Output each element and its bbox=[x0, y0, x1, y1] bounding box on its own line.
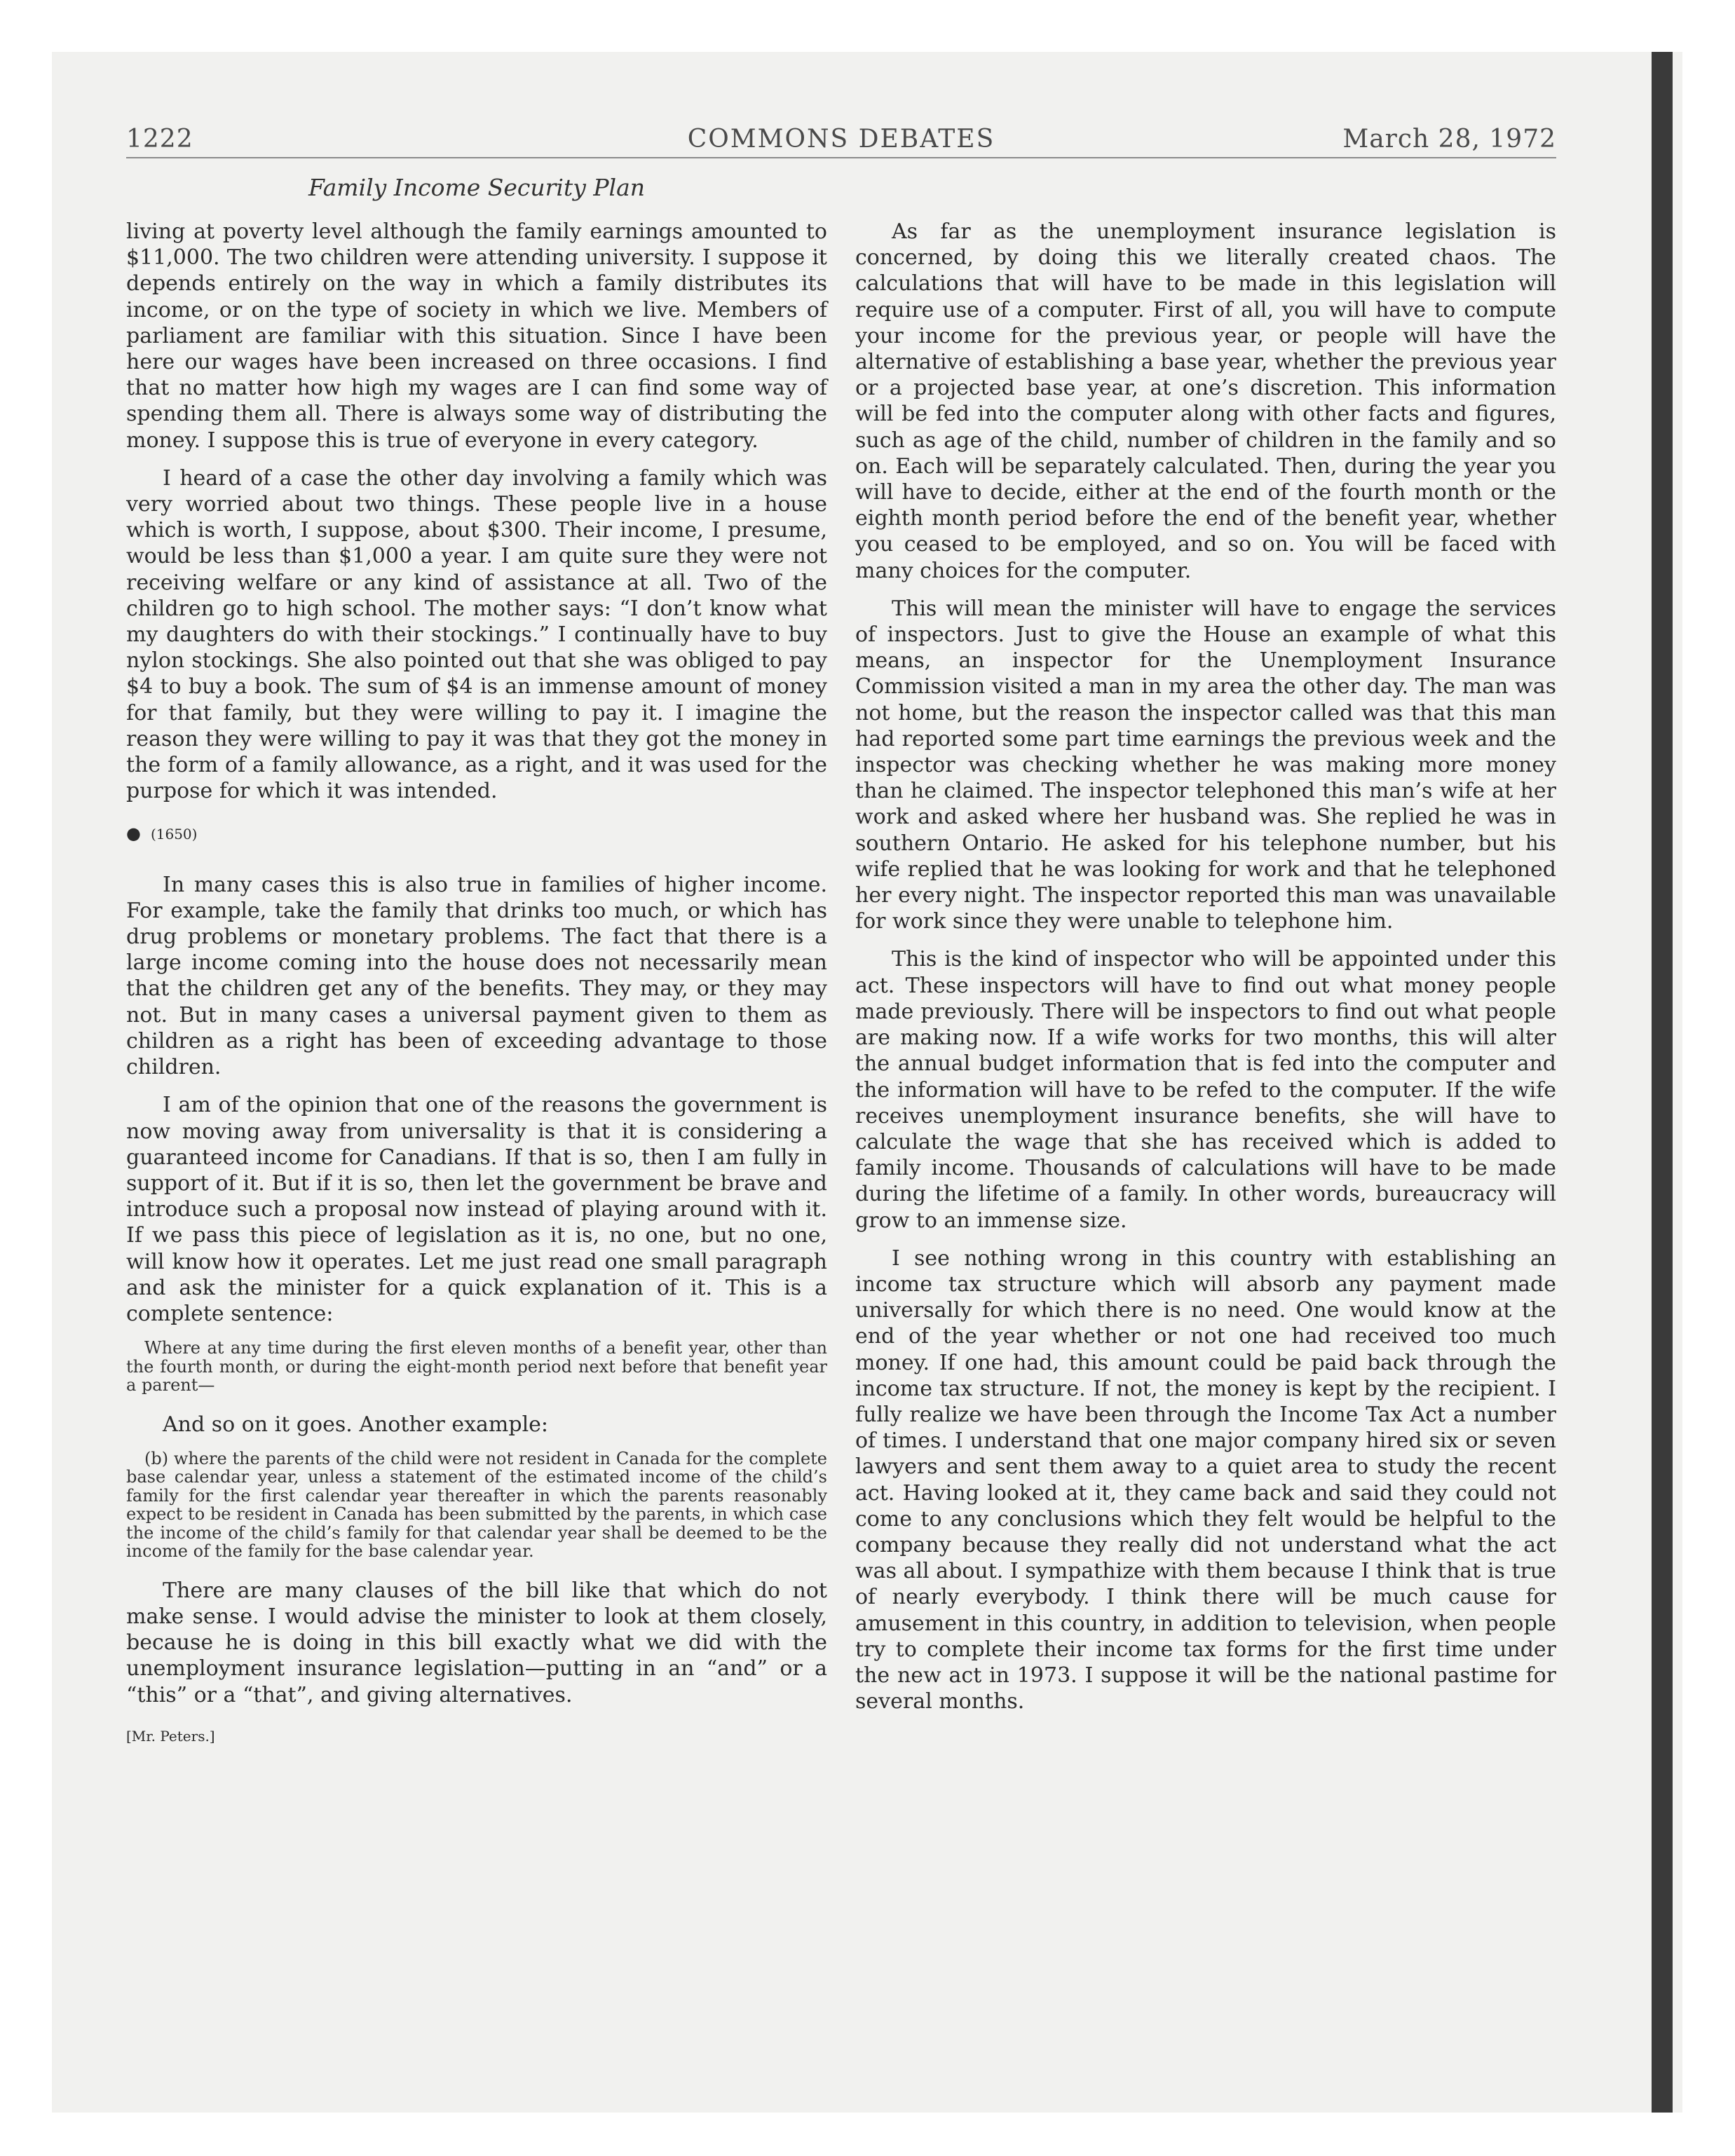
bullet-icon: ● bbox=[126, 824, 141, 844]
paragraph: This will mean the minister will have to engage the services of inspectors. Just to give the House an example of what this means, an inspector for the Unemployment Insurance Commission visited a man in my area the other day. The man was not home, but the reason the inspector called was that this man had reported some part time earnings the previous week and the inspector was checking whether he was making more money than he claimed. The inspector telephoned this man’s wife at her work and asked where her husband was. She replied he was in southern Ontario. He asked for his telephone number, but his wife replied that he was looking for work and that he telephoned her every night. The inspector reported this man was unavailable for work since they were unable to telephone him. bbox=[855, 596, 1556, 934]
right-column bbox=[855, 219, 1556, 1726]
speaker-attribution: [Mr. Peters.] bbox=[126, 1727, 215, 1745]
publication-date: March 28, 1972 bbox=[1342, 125, 1556, 153]
binding-edge bbox=[1652, 52, 1673, 2113]
block-quote: (b) where the parents of the child were not resident in Canada for the complete base calendar year, unless a statement of the estimated income of the child’s family for the first calendar year thereafter in which the parents reasonably expect to be resident in Canada has been submitted by the parents, in which case the income of the child’s family for that calendar year shall be deemed to be the income of the family for the base calendar year. bbox=[126, 1448, 827, 1562]
page-header bbox=[126, 125, 1556, 158]
publication-title: COMMONS DEBATES bbox=[687, 125, 995, 153]
page-number: 1222 bbox=[126, 125, 193, 153]
paragraph: This is the kind of inspector who will be appointed under this act. These inspectors will have to find out what money people made previously. There will be inspectors to find out what people are making now. If a wife works for two months, this will alter the annual budget information that is fed into the computer and the information will have to be refed to the computer. If the wife receives unemployment insurance benefits, she will have to calculate the wage that she has received which is added to family income. Thousands of calculations will have to be made during the lifetime of a family. In other words, bureaucracy will grow to an immense size. bbox=[855, 947, 1556, 1233]
paragraph: living at poverty level although the family earnings amounted to $11,000. The two children were attending university. I suppose it depends entirely on the way in which a family distributes its income, or on the type of society in which we live. Members of parliament are familiar with this situation. Since I have been here our wages have been increased on three occasions. I find that no matter how high my wages are I can find some way of spending them all. There is always some way of distributing the money. I suppose this is true of everyone in every category. bbox=[126, 219, 827, 453]
left-column bbox=[126, 219, 827, 1749]
paragraph: There are many clauses of the bill like that which do not make sense. I would advise the minister to look at them closely, because he is doing in this bill exactly what we did with the unemployment insurance legislation—putting in an “and” or a “this” or a “that”, and giving alternatives. bbox=[126, 1578, 827, 1707]
paragraph: And so on it goes. Another example: bbox=[163, 1412, 549, 1437]
time-marker bbox=[126, 821, 827, 847]
subject-heading: Family Income Security Plan bbox=[308, 174, 646, 201]
paragraph: I am of the opinion that one of the reasons the government is now moving away from universality is that it is considering a guaranteed income for Canadians. If that is so, then I am fully in support of it. But if it is so, then let the government be brave and introduce such a proposal now instead of playing around with it. If we pass this piece of legislation as it is, no one, but no one, will know how it operates. Let me just read one small paragraph and ask the minister for a quick explanation of it. This is a complete sentence: bbox=[126, 1093, 827, 1326]
paragraph: I see nothing wrong in this country with establishing an income tax structure which will absorb any payment made universally for which there is no need. One would know at the end of the year whether or not one had received too much money. If one had, this amount could be paid back through the income tax structure. If not, the money is kept by the recipient. I fully realize we have been through the Income Tax Act a number of times. I understand that one major company hired six or seven lawyers and sent them away to a quiet area to study the recent act. Having looked at it, they came back and said they could not come to any conclusions which they felt would be helpful to the company because they really did not understand what the act was all about. I sympathize with them because I think that is true of nearly everybody. I think there will be much cause for amusement in this country, in addition to television, when people try to complete their income tax forms for the first time under the new act in 1973. I suppose it will be the national pastime for several months. bbox=[855, 1246, 1556, 1714]
paragraph: I heard of a case the other day involving a family which was very worried about two things. These people live in a house which is worth, I suppose, about $300. Their income, I presume, would be less than $1,000 a year. I am quite sure they were not receiving welfare or any kind of assistance at all. Two of the children go to high school. The mother says: “I don’t know what my daughters do with their stockings.” I continually have to buy nylon stockings. She also pointed out that she was obliged to pay $4 to buy a book. The sum of $4 is an immense amount of money for that family, but they were willing to pay it. I imagine the reason they were willing to pay it was that they got the money in the form of a family allowance, as a right, and it was used for the purpose for which it was intended. bbox=[126, 465, 827, 804]
paragraph: As far as the unemployment insurance legislation is concerned, by doing this we literally created chaos. The calculations that will have to be made in this legislation will require use of a computer. First of all, you will have to compute your income for the previous year, or people will have the alternative of establishing a base year, whether the previous year or a projected base year, at one’s discretion. This information will be fed into the computer along with other facts and figures, such as age of the child, number of children in the family and so on. Each will be separately calculated. Then, during the year you will have to decide, either at the end of the fourth month or the eighth month period before the end of the benefit year, whether you ceased to be employed, and so on. You will be faced with many choices for the computer. bbox=[855, 219, 1556, 583]
time-marker-label: (1650) bbox=[150, 826, 198, 843]
paragraph: In many cases this is also true in families of higher income. For example, take the family that drinks too much, or which has drug problems or monetary problems. The fact that there is a large income coming into the house does not necessarily mean that the children get any of the benefits. They may, or they may not. But in many cases a universal payment given to them as children as a right has been of exceeding advantage to those children. bbox=[126, 872, 827, 1080]
block-quote: Where at any time during the first eleven months of a benefit year, other than the fourth month, or during the eight-month period next before that benefit year a parent— bbox=[126, 1338, 827, 1396]
